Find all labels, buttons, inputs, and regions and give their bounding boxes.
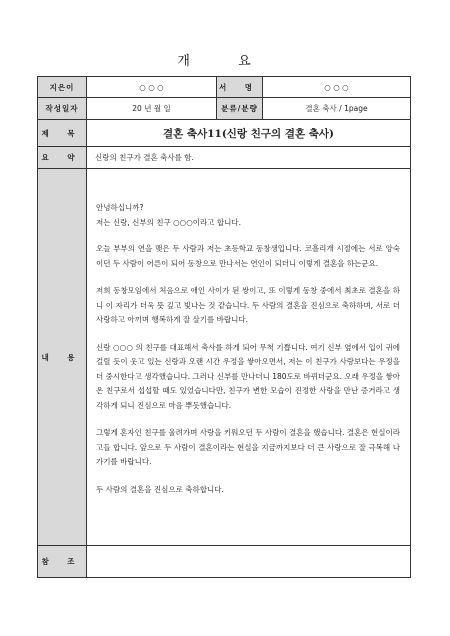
signature-value: ○ ○ ○ [263,77,411,98]
subject-value: 결혼 축사11(신랑 친구의 결혼 축사) [87,120,411,147]
date-value: 20 년 월 일 [87,98,217,120]
date-label: 작성일자 [38,98,87,120]
summary-label: 요 약 [38,147,87,169]
summary-row [38,147,411,169]
content-paragraph-greeting: 안녕하십니까? 저는 신랑, 신부의 친구 ○○○이라고 합니다. [96,203,241,227]
content-body [87,169,411,546]
document-title: 개 요 [177,54,273,69]
author-value: ○ ○ ○ [87,77,217,98]
author-label: 지은이 [38,77,87,98]
subject-row [38,120,411,147]
summary-value: 신랑의 친구가 결혼 축사를 함. [87,147,411,169]
reference-label: 참 조 [38,546,87,578]
content-paragraph: 저희 동창모임에서 처음으로 애인 사이가 된 쌍이고, 또 이렇게 동창 중에서 최초로 결혼을 하니 이 자리가 더욱 뜻 깊고 빛나는 것 같습니다. 두 사람의 결혼을 진심으로 축하하며, 서로 더 사랑하고 아끼며 행복하게 잘 살기를 바랍니다. [96,286,400,324]
subject-label: 제 목 [38,120,87,147]
content-paragraph: 그렇게 혼자인 친구를 울려가며 사랑을 키워오던 두 사람이 결혼을 했습니다. 결혼은 현실이라고들 합니다. 앞으로 두 사람이 결혼이라는 현실을 지금까지보다 더 큰 사랑으로 잘 극복해 나가기를 바랍니다. [96,428,400,466]
signature-label: 서 명 [217,77,263,98]
author-row [38,77,411,98]
summary-form-table [37,76,411,578]
content-row [38,169,411,546]
content-paragraph: 신랑 ○○○ 의 친구를 대표해서 축사를 하게 되어 무척 기쁩니다. 여기 신부 옆에서 입이 귀에 걸릴 듯이 웃고 있는 신랑과 오랜 시간 우정을 쌓아오면서, 저는 이 친구가 사랑보다는 우정을 더 중시한다고 생각했습니다. 그러나 신부를 만나더니 180도로 바뀌더군요. 오래 우정을 쌓아온 친구로서 섭섭할 때도 있었습니다만, 친구가 변한 모습이 진정한 사랑을 만난 증거라고 생각하게 되니 진심으로 마음 뿌듯했습니다. [96,342,400,410]
content-paragraph: 오늘 부부의 연을 맺은 두 사람과 저는 초등학교 동창생입니다. 코흘리개 시절에는 서로 앙숙이던 두 사람이 어른이 되어 동창으로 만나서는 연인이 되더니 이렇게 결혼을 하는군요. [96,244,400,268]
reference-value [87,546,411,578]
date-row [38,98,411,120]
category-value: 결혼 축사 / 1page [263,98,411,120]
content-label: 내 용 [38,169,87,546]
category-label: 분류/분량 [217,98,263,120]
reference-row [38,546,411,578]
content-paragraph: 두 사람의 결혼을 진심으로 축하합니다. [96,484,224,494]
